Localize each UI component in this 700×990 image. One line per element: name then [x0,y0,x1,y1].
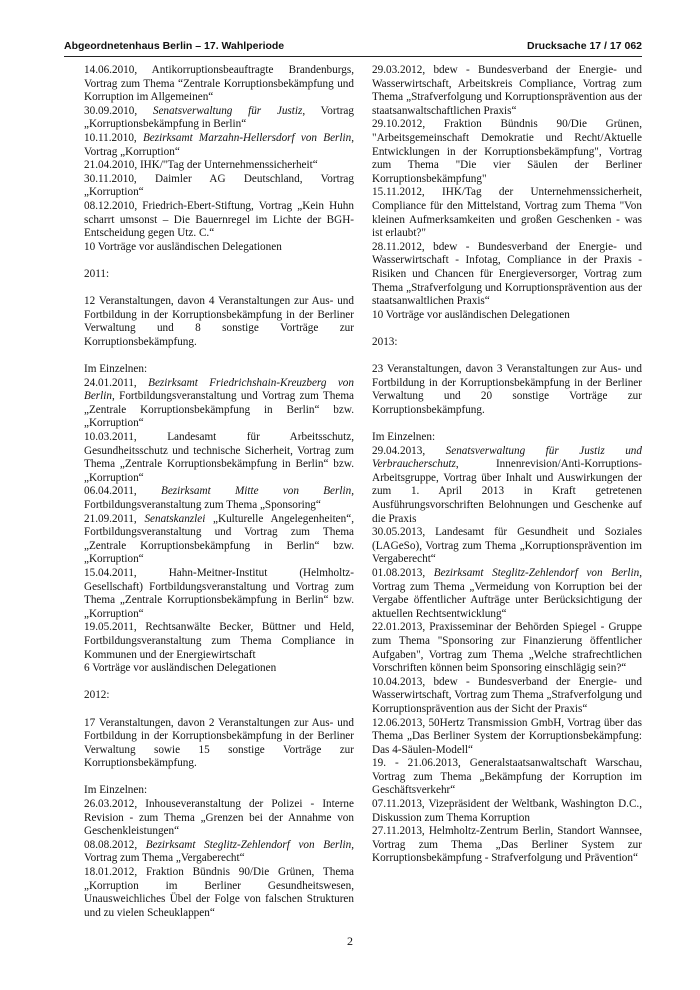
entry: 19. - 21.06.2013, Generalstaatsanwaltschaft Warschau, Vortrag zum Thema „Bekämpfung der Korruption im Geschäftsverkehr“ [372,757,642,797]
entry-institution: Senatsverwaltung für Justiz [152,104,303,117]
header-parliament: Abgeordnetenhaus Berlin – 17. Wahlperiode [64,40,285,52]
entry-institution: Bezirksamt Steglitz-Zehlendorf von Berlin [145,838,352,851]
im-einzelnen-label: Im Einzelnen: [84,363,148,376]
year-heading-2012: 2012: [84,689,110,702]
entries-2012 [84,798,354,920]
summary-2012: 17 Veranstaltungen, davon 2 Veranstaltungen zur Aus- und Fortbildung in der Korruptionsbekämpfung in der Berliner Verwaltung sowie 15 sonstige Vorträge zur Korruptionsbekämpfung. [84,716,354,770]
entry: 29.04.2013, Senatsverwaltung für Justiz und Verbraucherschutz, Innenrevision/Anti-Korruptions-Arbeitsgruppe, Vortrag über Inhalt und Auswirkungen der zum 1. April 2013 in Kraft getretenen Ausführungsvorschriften Belohnungen und Geschenke auf die Praxis [372,444,642,525]
entry: 10 Vorträge vor ausländischen Delegationen [372,308,570,321]
entry: 26.03.2012, Inhouseveranstaltung der Polizei - Interne Revision - zum Thema „Grenzen bei der Annahme von Geschenkleistungen“ [84,798,354,838]
entry: 22.01.2013, Praxisseminar der Behörden Spiegel - Gruppe zum Thema "Sponsoring zur Finanzierung öffentlicher Aufgaben", Vortrag zum Thema „Welche strafrechtlichen Vorschriften können beim Sponsoring einschlägig sein?“ [372,621,642,675]
entry: 6 Vorträge vor ausländischen Delegationen [84,662,277,675]
entry: 10.11.2010, Bezirksamt Marzahn-Hellersdorf von Berlin, Vortrag „Korruption“ [84,131,354,158]
year-heading-2013: 2013: [372,335,398,348]
summary-2013: 23 Veranstaltungen, davon 3 Veranstaltungen zur Aus- und Fortbildung in der Korruptionsbekämpfung in der Berliner Verwaltung und 20 sonstige Vorträge zur Korruptionsbekämpfung. [372,363,642,416]
entry: 15.04.2011, Hahn-Meitner-Institut (Helmholtz-Gesellschaft) Fortbildungsveranstaltung und Vortrag zum Thema „Zentrale Korruptionsbekämpfung in Berlin“ bzw. „Korruption“ [84,566,354,620]
entry: 30.09.2010, Senatsverwaltung für Justiz, Vortrag „Korruptionsbekämpfung in Berlin“ [84,104,354,131]
im-einzelnen-label: Im Einzelnen: [84,784,148,797]
entry: 08.08.2012, Bezirksamt Steglitz-Zehlendorf von Berlin, Vortrag zum Thema „Vergaberecht“ [84,838,354,865]
entry-institution: Senatsverwaltung für Justiz und Verbraucherschutz [372,444,642,471]
entries-2010 [84,64,354,254]
entry: 21.09.2011, Senatskanzlei „Kulturelle Angelegenheiten“, Fortbildungsveranstaltung und Vortrag zum Thema „Zentrale Korruptionsbekämpfung in Berlin“ bzw. „Korruption“ [84,512,355,566]
im-einzelnen-label: Im Einzelnen: [372,431,436,444]
entry: 27.11.2013, Helmholtz-Zentrum Berlin, Standort Wannsee, Vortrag zum Thema „Das Berliner System zur Korruptionsbekämpfung - Strafverfolgung und Prävention“ [372,825,642,865]
entry: 30.05.2013, Landesamt für Gesundheit und Soziales (LAGeSo), Vortrag zum Thema „Korruptionsprävention im Vergaberecht“ [372,526,642,566]
entry-institution: Bezirksamt Steglitz-Zehlendorf von Berlin [433,566,640,579]
entry: 06.04.2011, Bezirksamt Mitte von Berlin, Fortbildungsveranstaltung zum Thema „Sponsoring“ [84,485,354,511]
entry-institution: Senatskanzlei [144,512,206,525]
year-heading-2011: 2011: [84,267,110,280]
entry-institution: Bezirksamt Mitte von Berlin [160,485,352,498]
left-column [84,64,354,920]
entries-2012-continued [372,64,642,322]
entry: 08.12.2010, Friedrich-Ebert-Stiftung, Vortrag „Kein Huhn scharrt umsonst – Die Bauernregel im Lichte der BGH-Entscheidung gegen Utz. C.“ [84,199,354,240]
entries-2013 [372,445,642,866]
entry: 29.10.2012, Fraktion Bündnis 90/Die Grünen, "Arbeitsgemeinschaft Demokratie und Recht/Aktuelle Entwicklungen in der Korruptionsbekämpfung", Vortrag zum Thema "Die vier Säulen der Berliner Korruptionsbekämpfung" [372,118,642,185]
entry: 10.03.2011, Landesamt für Arbeitsschutz, Gesundheitsschutz und technische Sicherheit, Vortrag zum Thema „Zentrale Korruptionsbekämpfung in Berlin“ bzw. „Korruption“ [84,431,354,484]
entry: 21.04.2010, IHK/"Tag der Unternehmenssicherheit“ [84,159,318,172]
entry-institution: Bezirksamt Marzahn-Hellersdorf von Berlin [142,131,352,144]
entry: 29.03.2012, bdew - Bundesverband der Energie- und Wasserwirtschaft, Arbeitskreis Compliance, Vortrag zum Thema „Strafverfolgung und Korruptionsprävention aus der staatsanwaltschaftlichen Praxis“ [372,64,642,117]
entry: 10.04.2013, bdew - Bundesverband der Energie- und Wasserwirtschaft, Vortrag zum Thema „Strafverfolgung und Korruptionsprävention aus der Sicht der Praxis“ [372,675,642,715]
entry: 07.11.2013, Vizepräsident der Weltbank, Washington D.C., Diskussion zum Thema Korruption [372,798,642,824]
entry: 24.01.2011, Bezirksamt Friedrichshain-Kreuzberg von Berlin, Fortbildungsveranstaltung und Vortrag zum Thema „Zentrale Korruptionsbekämpfung in Berlin“ bzw. „Korruption“ [84,376,354,430]
page-header [64,38,642,57]
entries-2011 [84,377,354,676]
entry: 01.08.2013, Bezirksamt Steglitz-Zehlendorf von Berlin, Vortrag zum Thema „Vermeidung von Korruption bei der Vergabe öffentlicher Aufträge unter Berücksichtigung der aktuellen Rechtsentwicklung“ [372,566,642,620]
summary-2011: 12 Veranstaltungen, davon 4 Veranstaltungen zur Aus- und Fortbildung in der Korruptionsbekämpfung in der Berliner Verwaltung und 8 sonstige Vorträge zur Korruptionsbekämpfung. [84,295,354,348]
entry: 28.11.2012, bdew - Bundesverband der Energie- und Wasserwirtschaft - Infotag, Compliance in der Praxis - Risiken und Chancen für Energieversorger, Vortrag zum Thema „Strafverfolgung und Korruptionsprävention aus der staatsanwaltlichen Praxis“ [372,240,642,308]
entry-institution: Bezirksamt Friedrichshain-Kreuzberg von Berlin [84,376,354,403]
page-number: 2 [347,934,353,948]
entry: 18.01.2012, Fraktion Bündnis 90/Die Grünen, Thema „Korruption im Berliner Gesundheitswesen, Unausweichliches Übel der Folge von falschen Strukturen und zu vielen Scheuklappen“ [84,866,354,919]
entry: 12.06.2013, 50Hertz Transmission GmbH, Vortrag über das Thema „Das Berliner System der Korruptionsbekämpfung: Das 4-Säulen-Modell“ [372,716,642,756]
entry: 30.11.2010, Daimler AG Deutschland, Vortrag „Korruption“ [84,172,354,199]
entry: 19.05.2011, Rechtsanwälte Becker, Büttner und Held, Fortbildungsveranstaltung zum Thema Compliance in Kommunen und der Energiewirtschaft [84,621,354,661]
entry: 15.11.2012, IHK/Tag der Unternehmenssicherheit, Compliance für den Mittelstand, Vortrag zum Thema "Von kleinen Aufmerksamkeiten und großen Geschenken - was ist erlaubt?" [372,186,642,240]
entry: 14.06.2010, Antikorruptionsbeauftragte Brandenburgs, Vortrag zum Thema “Zentrale Korruptionsbekämpfung und Korruption im Allgemeinen“ [84,64,354,104]
header-document-number: Drucksache 17 / 17 062 [527,40,642,52]
right-column [372,64,642,866]
entry: 10 Vorträge vor ausländischen Delegationen [84,240,282,253]
